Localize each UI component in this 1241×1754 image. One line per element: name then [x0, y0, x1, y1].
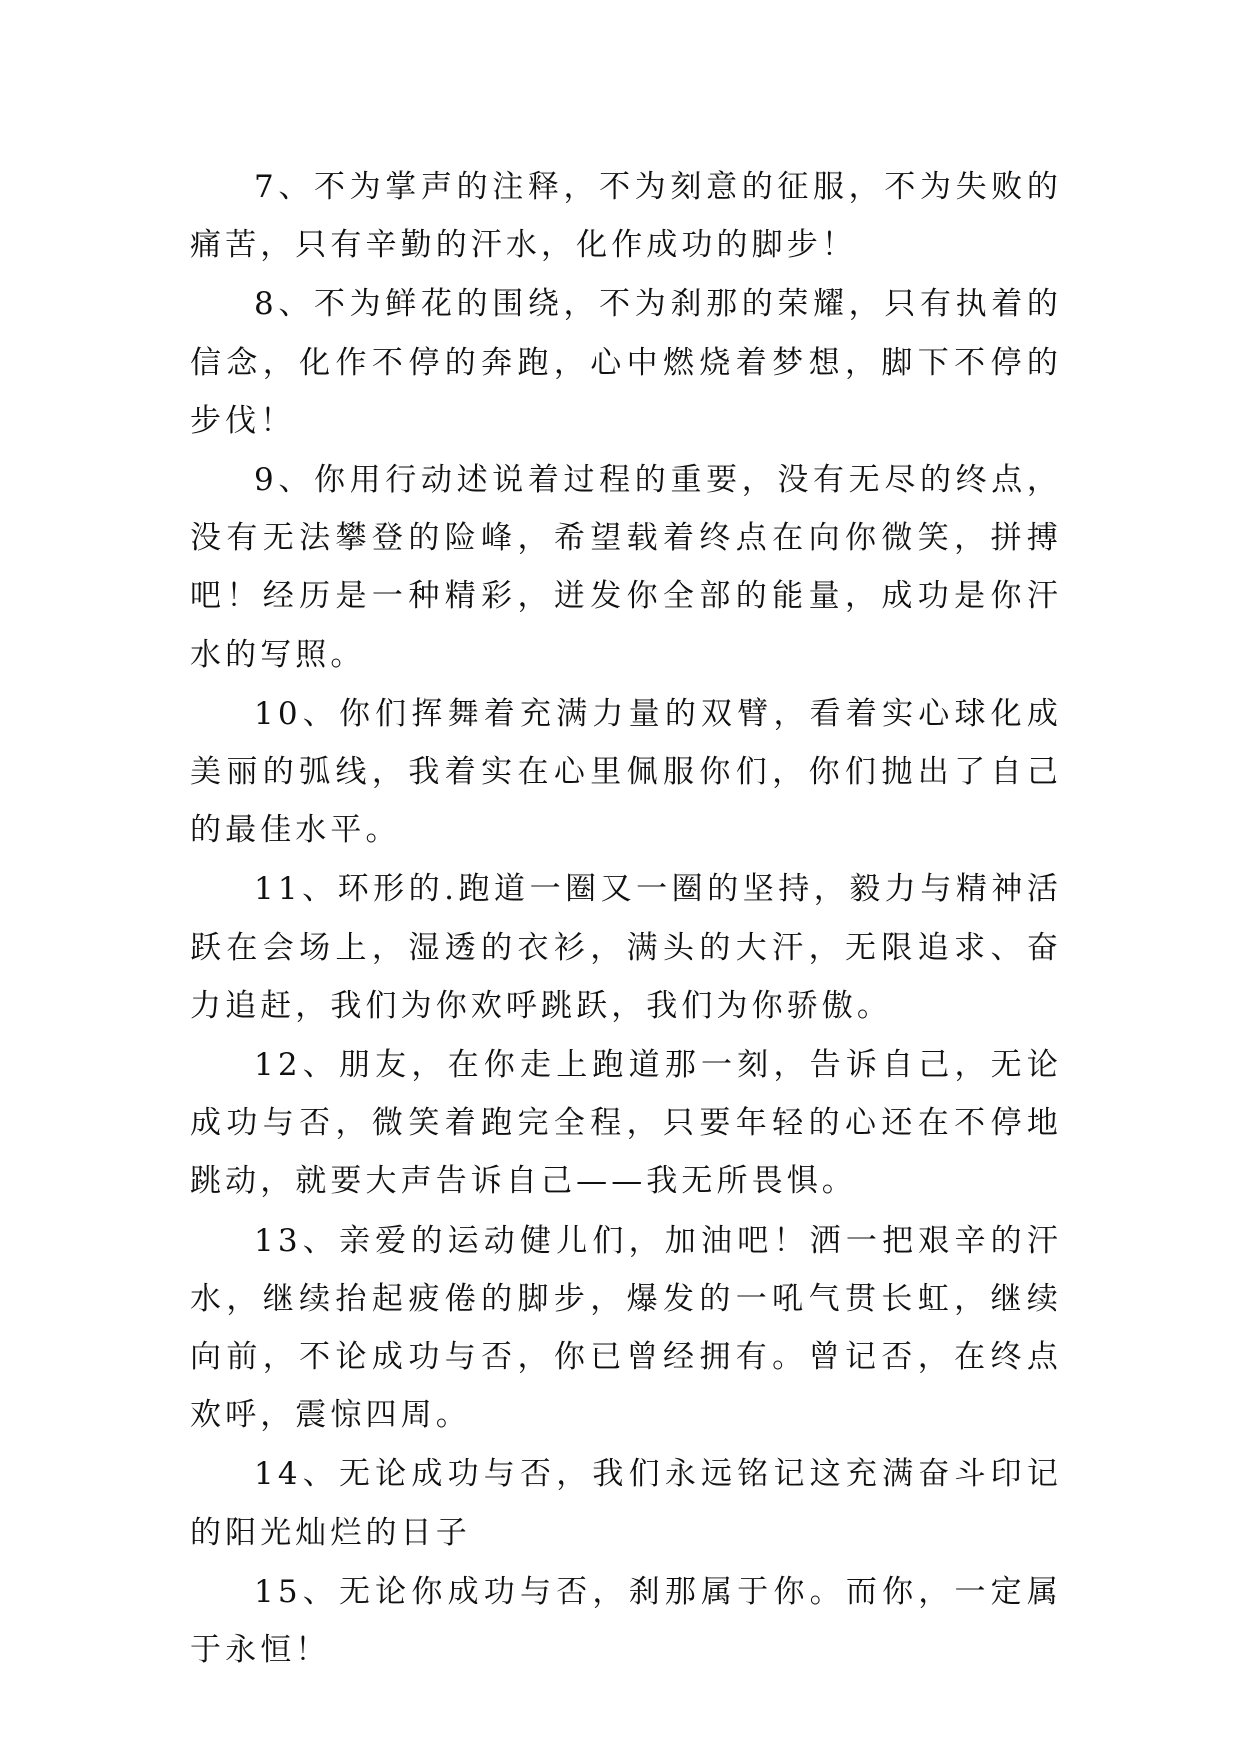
- paragraph-13: 13、亲爱的运动健儿们，加油吧！洒一把艰辛的汗水，继续抬起疲倦的脚步，爆发的一吼气贯长虹，继续向前，不论成功与否，你已曾经拥有。曾记否，在终点欢呼，震惊四周。: [190, 1222, 1062, 1434]
- paragraph-11: 11、环形的.跑道一圈又一圈的坚持，毅力与精神活跃在会场上，湿透的衣衫，满头的大汗，无限追求、奋力追赶，我们为你欢呼跳跃，我们为你骄傲。: [190, 871, 1062, 1024]
- paragraph-9: 9、你用行动述说着过程的重要，没有无尽的终点，没有无法攀登的险峰，希望载着终点在向你微笑，拼搏吧！经历是一种精彩，迸发你全部的能量，成功是你汗水的写照。: [190, 462, 1062, 673]
- paragraph-14: 14、无论成功与否，我们永远铭记这充满奋斗印记的阳光灿烂的日子: [190, 1456, 1062, 1551]
- paragraph-7: 7、不为掌声的注释，不为刻意的征服，不为失败的痛苦，只有辛勤的汗水，化作成功的脚步！: [190, 169, 1062, 264]
- document-body: [190, 158, 1062, 1680]
- paragraph-8: 8、不为鲜花的围绕，不为刹那的荣耀，只有执着的信念，化作不停的奔跑，心中燃烧着梦想，脚下不停的步伐！: [190, 286, 1062, 439]
- paragraph-10: 10、你们挥舞着充满力量的双臂，看着实心球化成美丽的弧线，我着实在心里佩服你们，你们抛出了自己的最佳水平。: [190, 695, 1062, 849]
- paragraph-15: 15、无论你成功与否，刹那属于你。而你，一定属于永恒！: [190, 1573, 1062, 1669]
- paragraph-12: 12、朋友，在你走上跑道那一刻，告诉自己，无论成功与否，微笑着跑完全程，只要年轻的心还在不停地跳动，就要大声告诉自己——我无所畏惧。: [190, 1047, 1062, 1200]
